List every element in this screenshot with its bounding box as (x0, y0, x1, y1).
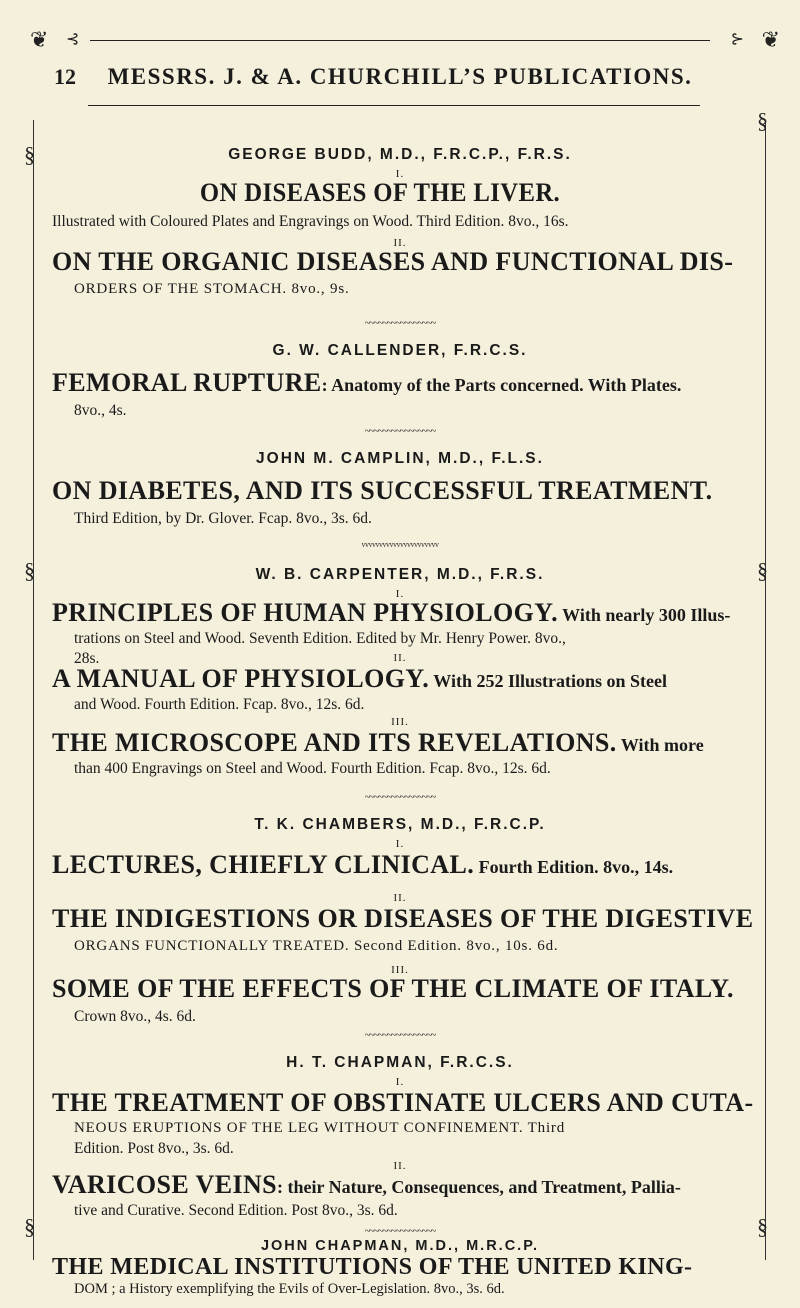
entry-title (52, 598, 730, 628)
entry-title-text: A MANUAL OF PHYSIOLOGY. (52, 664, 430, 693)
entry-title (52, 1170, 681, 1200)
entry-description: Edition. Post 8vo., 3s. 6d. (74, 1140, 234, 1157)
entry-description: than 400 Engravings on Steel and Wood. Fourth Edition. Fcap. 8vo., 12s. 6d. (74, 760, 551, 777)
entry-description: ORDERS OF THE STOMACH. 8vo., 9s. (74, 281, 350, 297)
entry-title (52, 1254, 692, 1281)
entry-description: Illustrated with Coloured Plates and Engravings on Wood. Third Edition. 8vo., 16s. (52, 213, 569, 230)
right-side-ornament-icon: § (757, 1214, 768, 1239)
entry-title-text: ON THE ORGANIC DISEASES AND FUNCTIONAL DIS- (52, 247, 734, 276)
flourish-left-icon: ❦ (30, 27, 49, 52)
entry-title (52, 974, 734, 1004)
entry-title-rest: : their Nature, Consequences, and Treatment, Pallia- (277, 1177, 681, 1197)
entry-numeral: I. (395, 588, 405, 600)
entry-description: Third Edition, by Dr. Glover. Fcap. 8vo., 3s. 6d. (74, 510, 372, 527)
scroll-right-icon: ⊱ (730, 31, 744, 48)
author-heading: JOHN CHAPMAN, M.D., M.R.C.P. (260, 1238, 540, 1254)
header-underline (88, 105, 700, 106)
entry-title (52, 247, 733, 277)
entry-title (52, 1088, 754, 1118)
wave-divider: ~~~~~~~~~~~~~~~~ (364, 318, 436, 329)
entry-numeral: II. (393, 652, 407, 664)
entry-description: 8vo., 4s. (74, 402, 127, 419)
entry-numeral: I. (395, 1076, 405, 1088)
entry-title-text: ON DISEASES OF THE LIVER. (199, 178, 561, 207)
author-heading: GEORGE BUDD, M.D., F.R.C.P., F.R.S. (228, 146, 572, 163)
entry-numeral: II. (393, 892, 407, 904)
entry-title-text: THE INDIGESTIONS OR DISEASES OF THE DIGESTIVE (52, 904, 754, 933)
entry-title-text: THE MEDICAL INSTITUTIONS OF THE UNITED KING- (52, 1254, 693, 1280)
entry-title (52, 664, 667, 694)
entry-title-rest: With nearly 300 Illus- (557, 605, 731, 625)
entry-numeral: II. (393, 1160, 407, 1172)
running-header (40, 64, 760, 94)
scroll-left-icon: ⊰ (66, 31, 80, 48)
entry-title (52, 728, 704, 758)
top-ornamental-rule (30, 27, 780, 52)
left-side-ornament-icon: § (24, 142, 35, 167)
wave-divider: ~~~~~~~~~~~~~~~~ (364, 792, 436, 803)
flourish-right-icon: ❦ (761, 27, 780, 52)
entry-numeral: I. (395, 168, 405, 180)
author-heading: W. B. CARPENTER, M.D., F.R.S. (255, 566, 545, 583)
wave-divider: ~~~~~~~~~~~~~~~~ (364, 426, 436, 437)
entry-title-rest: : Anatomy of the Parts concerned. With Plates. (321, 375, 682, 395)
running-title: MESSRS. J. & A. CHURCHILL’S PUBLICATIONS. (107, 64, 693, 89)
author-heading: G. W. CALLENDER, F.R.C.S. (272, 342, 528, 359)
entry-description: trations on Steel and Wood. Seventh Edition. Edited by Mr. Henry Power. 8vo., (74, 630, 566, 647)
entry-numeral: III. (391, 964, 409, 976)
entry-title-rest: With more (616, 735, 704, 755)
entry-title (52, 904, 753, 934)
entry-description: NEOUS ERUPTIONS OF THE LEG WITHOUT CONFINEMENT. Third (74, 1120, 566, 1136)
entry-title (0, 178, 760, 208)
right-side-ornament-icon: § (757, 108, 768, 133)
zigzag-divider: vvvvvvvvvvvvvvvvvvvvvv (361, 540, 439, 549)
entry-title-text: PRINCIPLES OF HUMAN PHYSIOLOGY. (52, 598, 558, 627)
author-heading: H. T. CHAPMAN, F.R.C.S. (286, 1054, 514, 1071)
top-rule-line (90, 40, 710, 41)
entry-title (52, 850, 673, 880)
entry-title-text: LECTURES, CHIEFLY CLINICAL. (52, 850, 475, 879)
wave-divider: ~~~~~~~~~~~~~~~~ (364, 1030, 436, 1041)
author-heading: T. K. CHAMBERS, M.D., F.R.C.P. (254, 816, 546, 833)
entry-description: 28s. (74, 650, 100, 667)
entry-title-text: THE TREATMENT OF OBSTINATE ULCERS AND CUTA- (52, 1088, 754, 1117)
wave-divider: ~~~~~~~~~~~~~~~~ (364, 1226, 436, 1237)
entry-title-rest: Fourth Edition. 8vo., 14s. (474, 857, 674, 877)
entry-title-text: VARICOSE VEINS (52, 1170, 278, 1199)
right-border-rule (765, 120, 766, 1260)
left-side-ornament-icon: § (24, 558, 35, 583)
entry-numeral: I. (395, 838, 405, 850)
entry-title-text: SOME OF THE EFFECTS OF THE CLIMATE OF ITALY. (52, 974, 734, 1003)
entry-title-text: THE MICROSCOPE AND ITS REVELATIONS. (52, 728, 617, 757)
entry-description: ORGANS FUNCTIONALLY TREATED. Second Edition. 8vo., 10s. 6d. (74, 938, 559, 954)
left-side-ornament-icon: § (24, 1214, 35, 1239)
entry-title (52, 368, 681, 398)
entry-title-text: ON DIABETES, AND ITS SUCCESSFUL TREATMENT. (52, 476, 713, 505)
entry-numeral: III. (391, 716, 409, 728)
right-side-ornament-icon: § (757, 558, 768, 583)
entry-description: Crown 8vo., 4s. 6d. (74, 1008, 196, 1025)
author-heading: JOHN M. CAMPLIN, M.D., F.L.S. (256, 450, 544, 467)
entry-description: and Wood. Fourth Edition. Fcap. 8vo., 12s. 6d. (74, 696, 365, 713)
entry-description: DOM ; a History exemplifying the Evils of Over-Legislation. 8vo., 3s. 6d. (74, 1281, 505, 1297)
entry-description: tive and Curative. Second Edition. Post 8vo., 3s. 6d. (74, 1202, 398, 1219)
page-number: 12 (54, 64, 76, 89)
entry-title-text: FEMORAL RUPTURE (52, 368, 322, 397)
entry-numeral: II. (393, 237, 407, 249)
entry-title (52, 476, 712, 506)
left-border-rule (33, 120, 34, 1260)
entry-title-rest: With 252 Illustrations on Steel (429, 671, 667, 691)
